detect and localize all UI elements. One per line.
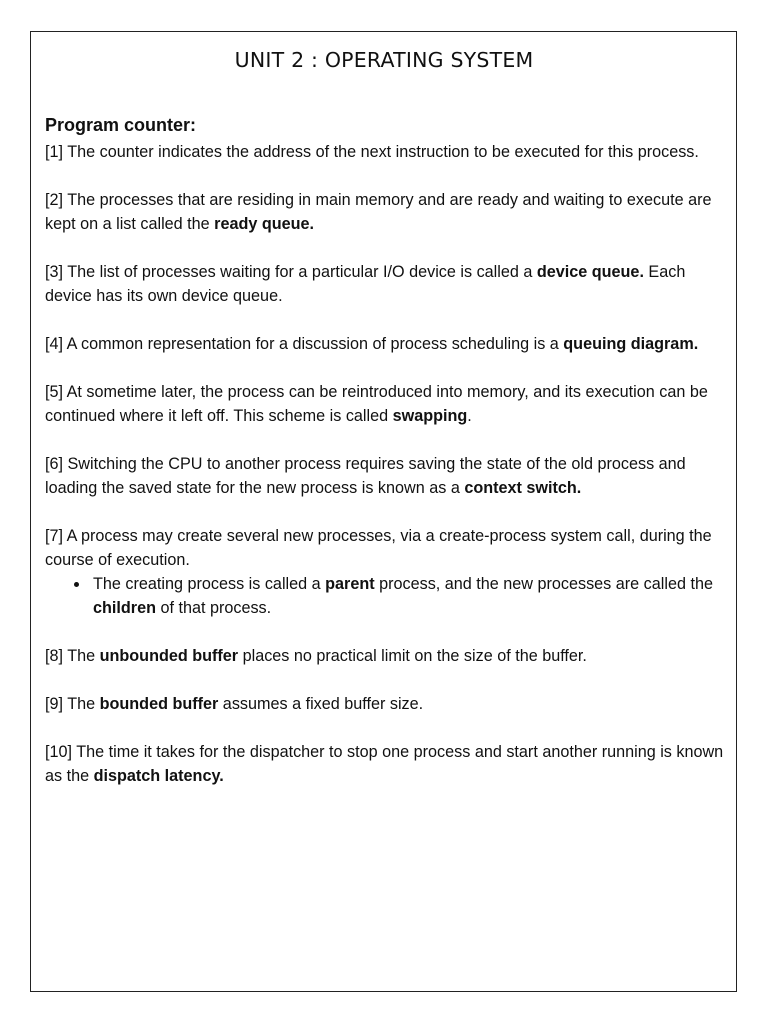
text-run: The time it takes for the dispatcher to stop one process and start another running is known as the	[45, 743, 724, 785]
bullet-list	[45, 572, 725, 620]
bullet-item	[45, 572, 725, 620]
list-item	[45, 740, 725, 788]
text-run: of that process.	[155, 599, 272, 617]
item-number: [6]	[45, 455, 63, 473]
list-item	[45, 188, 725, 236]
bold-term: swapping	[392, 407, 468, 425]
document-title: UNIT 2 : OPERATING SYSTEM	[234, 48, 534, 72]
bold-term: unbounded buffer	[99, 647, 239, 665]
text-run: Each device has its own device queue.	[45, 263, 686, 305]
text-run: A common representation for a discussion of process scheduling is a	[66, 335, 564, 353]
section-heading: Program counter:	[45, 115, 197, 135]
text-run: At sometime later, the process can be reintroduced into memory, and its execution can be continued where it left off. This scheme is called	[45, 383, 708, 425]
bold-term: ready queue.	[214, 215, 315, 233]
bold-term: queuing diagram.	[563, 335, 699, 353]
item-number: [5]	[45, 383, 63, 401]
item-number: [7]	[45, 527, 63, 545]
list-item	[45, 692, 725, 716]
list-item	[45, 524, 725, 572]
text-run: The	[67, 647, 100, 665]
bold-term: bounded buffer	[99, 695, 219, 713]
item-number: [4]	[45, 335, 63, 353]
text-run: Switching the CPU to another process requires saving the state of the old process and loading the saved state for the new process is known as a	[45, 455, 686, 497]
text-run: The	[67, 695, 100, 713]
bold-term: device queue.	[536, 263, 644, 281]
text-run: assumes a fixed buffer size.	[218, 695, 424, 713]
text-run: A process may create several new processes, via a create-process system call, during the course of execution.	[45, 527, 712, 569]
text-run: The processes that are residing in main memory and are ready and waiting to execute are kept on a list called the	[45, 191, 712, 233]
list-item	[45, 380, 725, 428]
bold-term: children	[93, 599, 156, 617]
list-item	[45, 452, 725, 500]
text-run: .	[467, 407, 472, 425]
text-run: The creating process is called a	[93, 575, 326, 593]
text-run: The list of processes waiting for a particular I/O device is called a	[67, 263, 537, 281]
bold-term: parent	[325, 575, 375, 593]
document-body	[45, 113, 725, 812]
text-run: The counter indicates the address of the next instruction to be executed for this process.	[67, 143, 699, 161]
item-number: [2]	[45, 191, 63, 209]
bullet-icon	[74, 582, 79, 587]
bold-term: dispatch latency.	[93, 767, 224, 785]
list-item	[45, 332, 725, 356]
item-number: [10]	[45, 743, 73, 761]
text-run: process, and the new processes are called the	[374, 575, 713, 593]
list-item	[45, 260, 725, 308]
item-number: [3]	[45, 263, 63, 281]
bold-term: context switch.	[464, 479, 582, 497]
list-item	[45, 644, 725, 668]
item-number: [1]	[45, 143, 63, 161]
item-number: [9]	[45, 695, 63, 713]
text-run: places no practical limit on the size of the buffer.	[238, 647, 587, 665]
item-number: [8]	[45, 647, 63, 665]
numbered-list	[45, 140, 725, 788]
list-item	[45, 140, 725, 164]
